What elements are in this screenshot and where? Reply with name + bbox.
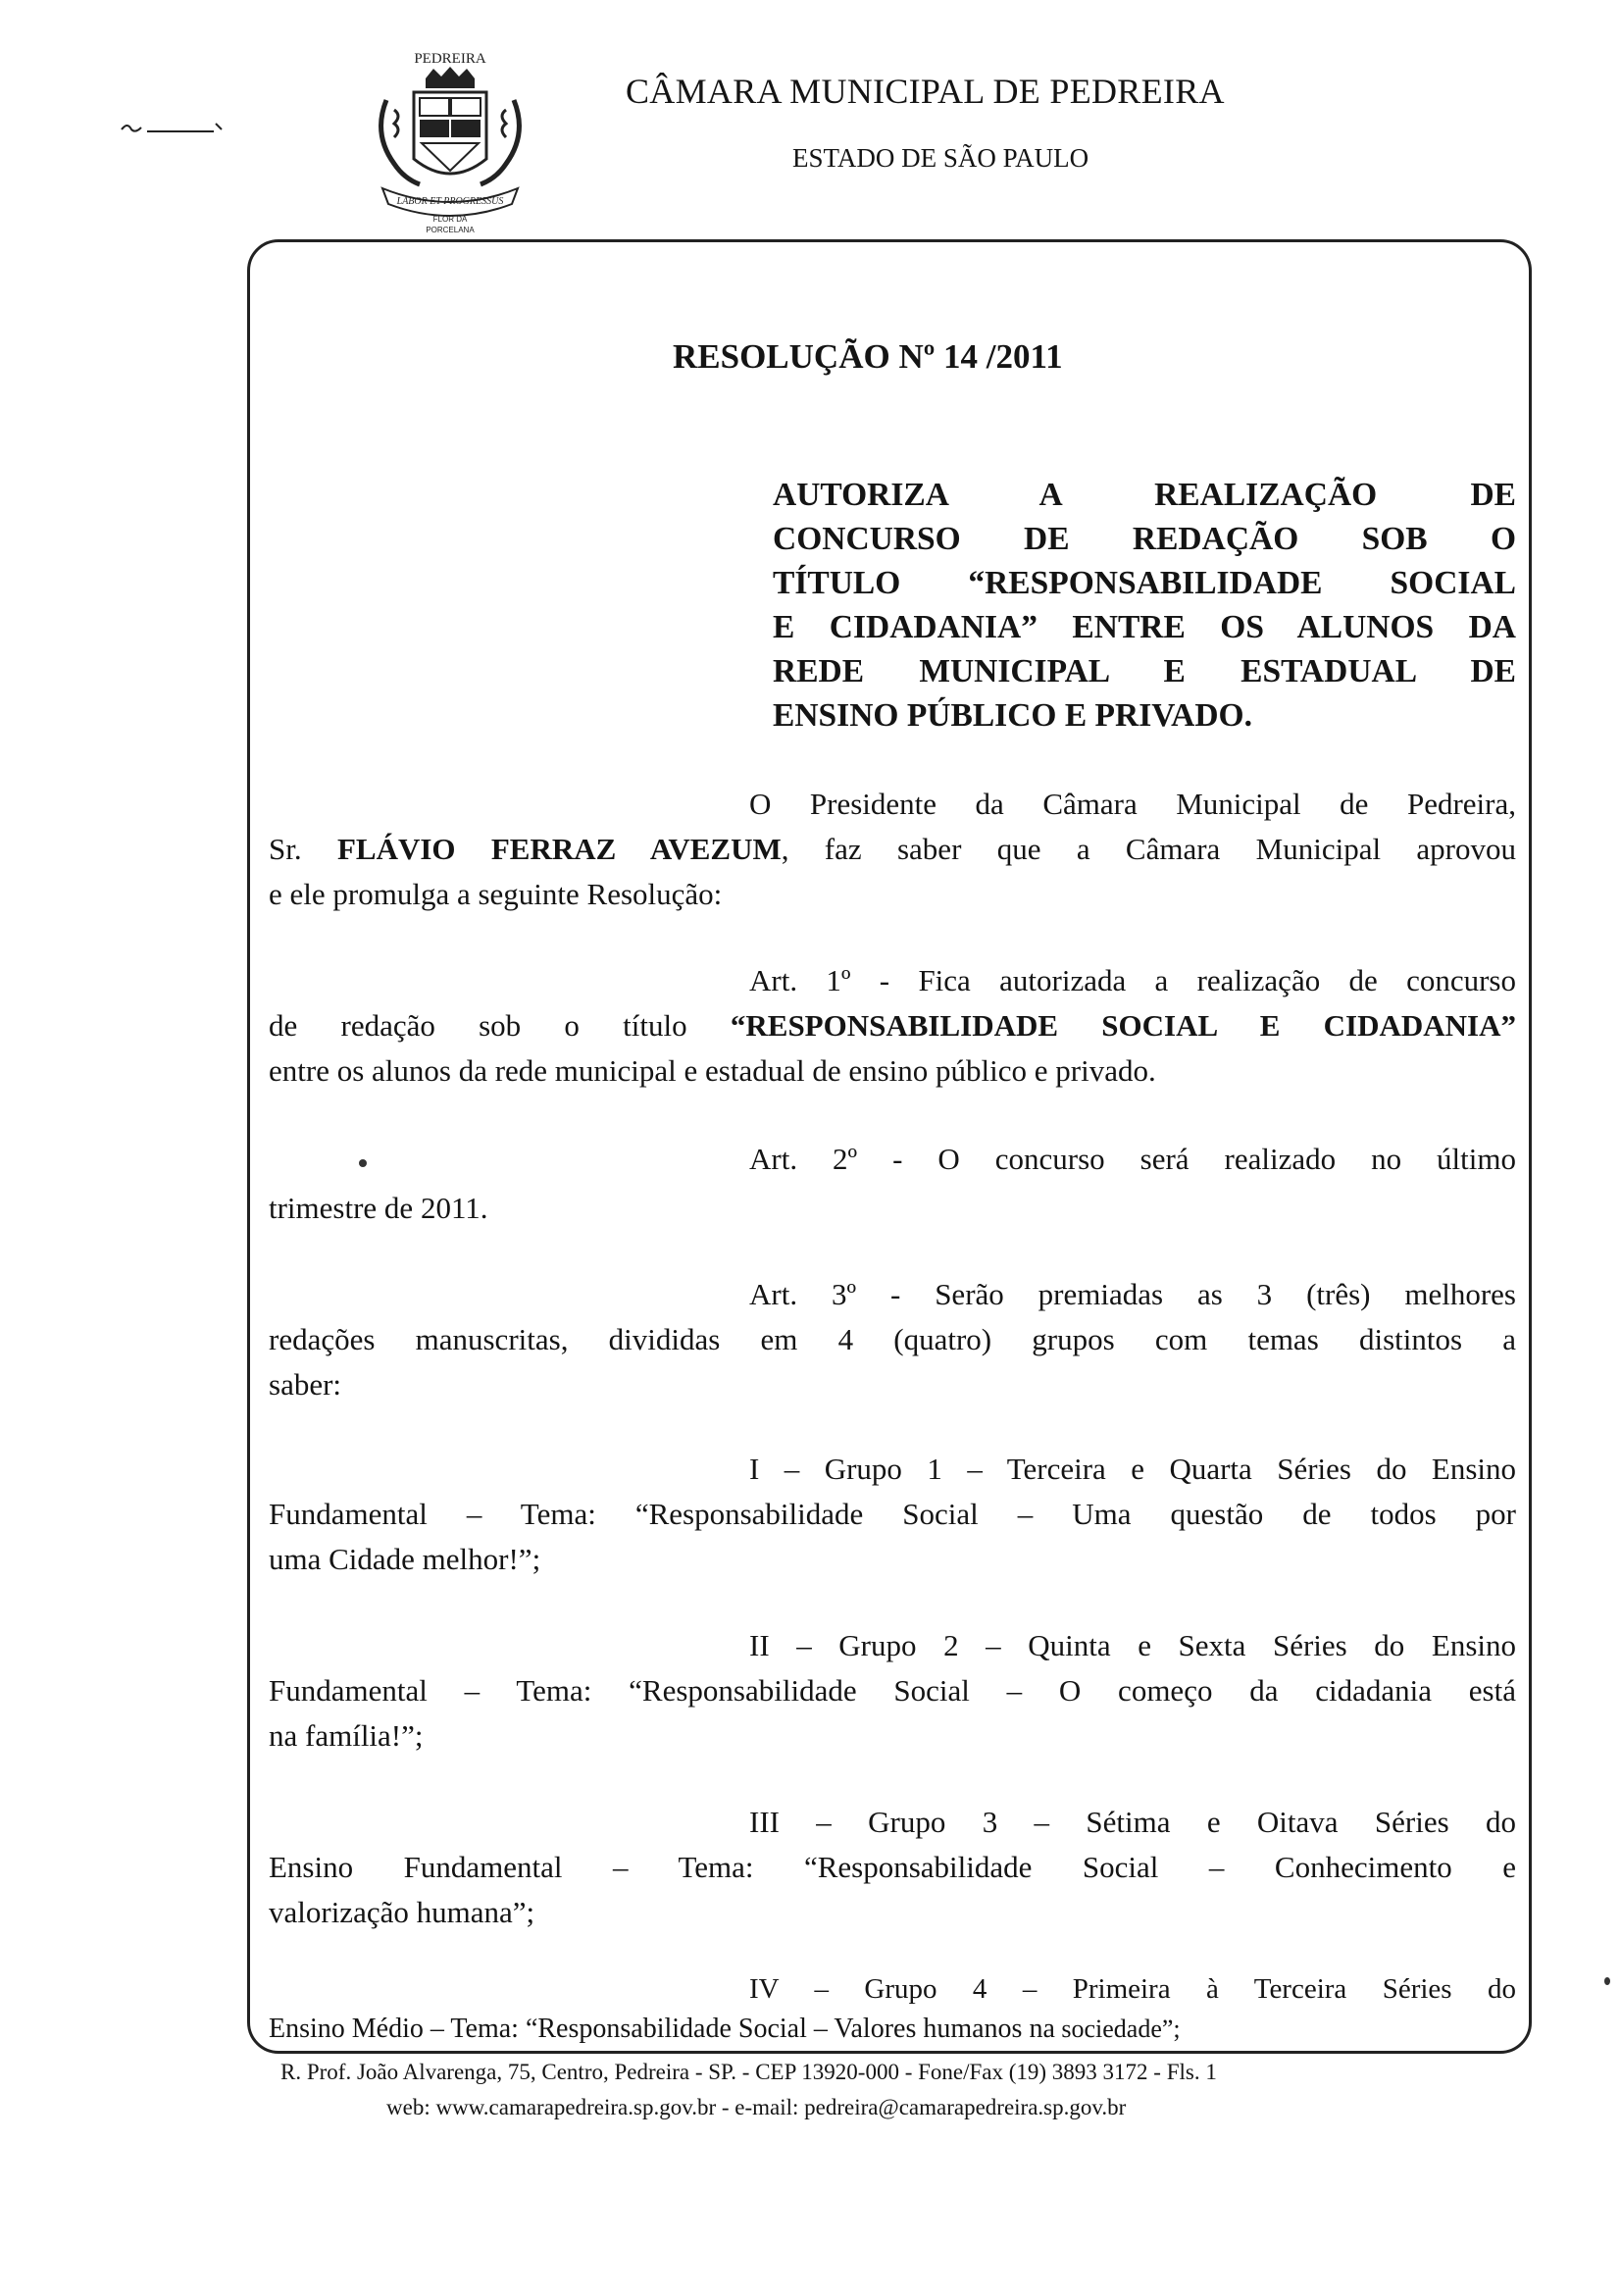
group-3-line-3: valorização humana”; [269,1895,535,1929]
preamble-line-2: Sr. FLÁVIO FERRAZ AVEZUM, faz saber que a Câmara Municipal aprovou [269,832,1516,866]
crest-subtitle-2: PORCELANA [426,226,475,234]
group-2-line-2: Fundamental – Tema: “Responsabilidade Social – O começo da cidadania está [269,1673,1516,1708]
art3-line-2: redações manuscritas, divididas em 4 (quatro) grupos com temas distintos a [269,1322,1516,1356]
group-3-line-2: Ensino Fundamental – Tema: “Responsabilidade Social – Conhecimento e [269,1850,1516,1884]
group-1-line-2: Fundamental – Tema: “Responsabilidade Social – Uma questão de todos por [269,1497,1516,1531]
group-2-line-3: na família!”; [269,1718,424,1753]
art1-line-2: de redação sob o título “RESPONSABILIDADE SOCIAL E CIDADANIA” [269,1008,1516,1043]
group-1-line-1: I – Grupo 1 – Terceira e Quarta Séries do Ensino [749,1452,1516,1486]
institution-name: CÂMARA MUNICIPAL DE PEDREIRA [626,72,1225,111]
president-name: FLÁVIO FERRAZ AVEZUM [336,832,782,866]
footer-web: web: www.camarapedreira.sp.gov.br - e-mail: pedreira@camarapedreira.sp.gov.br [386,2095,1127,2119]
group-3-line-1: III – Grupo 3 – Sétima e Oitava Séries do [749,1805,1516,1839]
art1-line-3: entre os alunos da rede municipal e estadual de ensino público e privado. [269,1053,1156,1088]
ementa [773,473,1516,738]
art3-line-1: Art. 3º - Serão premiadas as 3 (três) melhores [749,1277,1516,1311]
resolution-title: RESOLUÇÃO Nº 14 /2011 [673,337,1063,376]
art3-line-3: saber: [269,1367,342,1402]
group-4-line-1: IV – Grupo 4 – Primeira à Terceira Séries do [749,1973,1516,2005]
scan-speck [1604,1977,1610,1985]
crest-motto: LABOR ET PROGRESSUS [396,196,504,207]
ementa-line: CONCURSO DE REDAÇÃO SOB O [773,521,1516,557]
group-4-line-3-inline: sociedade”; [1054,2015,1181,2043]
state-name: ESTADO DE SÃO PAULO [792,143,1089,173]
ementa-line: ENSINO PÚBLICO E PRIVADO. [773,697,1252,734]
ementa-line: TÍTULO “RESPONSABILIDADE SOCIAL [773,565,1516,601]
crest-subtitle-1: FLOR DA [432,215,468,224]
preamble-line-3: e ele promulga a seguinte Resolução: [269,877,723,911]
footer-address: R. Prof. João Alvarenga, 75, Centro, Pedreira - SP. - CEP 13920-000 - Fone/Fax (19) 3893 3172 - Fls. 1 [280,2060,1217,2084]
ementa-line: AUTORIZA A REALIZAÇÃO DE [773,477,1516,513]
municipal-crest [365,41,535,237]
ementa-line: REDE MUNICIPAL E ESTADUAL DE [773,653,1516,689]
crest-top-text: PEDREIRA [414,51,486,67]
art1-line-1: Art. 1º - Fica autorizada a realização de concurso [749,963,1516,997]
art2-line-1: Art. 2º - O concurso será realizado no último [749,1142,1516,1176]
group-1-line-3: uma Cidade melhor!”; [269,1542,541,1576]
ementa-line: E CIDADANIA” ENTRE OS ALUNOS DA [773,609,1516,645]
contest-title: “RESPONSABILIDADE SOCIAL E CIDADANIA” [730,1008,1516,1043]
scan-mark [118,116,226,137]
art2-line-2: trimestre de 2011. [269,1191,488,1225]
preamble-line-1: O Presidente da Câmara Municipal de Pedreira, [749,787,1516,821]
group-2-line-1: II – Grupo 2 – Quinta e Sexta Séries do Ensino [749,1628,1516,1662]
group-4-line-2: Ensino Médio – Tema: “Responsabilidade Social – Valores humanos na sociedade”; [269,2014,1181,2044]
